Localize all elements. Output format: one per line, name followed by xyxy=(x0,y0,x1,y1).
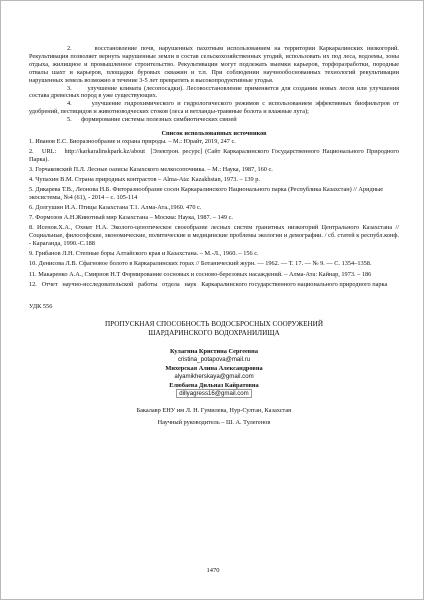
reference-item: 7. Формозов А.Н.Животный мир Казахстана – Москва: Наука, 1987. – 149 с. xyxy=(29,214,233,222)
supervisor: Научный руководитель – Ш. А. Тулегенов xyxy=(157,418,271,426)
author-email: cristina_potapova@mail.ru xyxy=(177,356,251,364)
references-title: Список использованных источников xyxy=(161,130,267,138)
udk-code: УДК 556 xyxy=(29,302,53,310)
author-email: dillyagress16@gmail.com xyxy=(176,389,252,398)
author-name: Михерская Алина Александровна xyxy=(165,365,263,373)
reference-item: 2. URL: http://karkaralinskpark.kz/about [Электрон. ресурс] (Сайт Каркаралинского Государственного Национального Природного Парка). xyxy=(29,148,399,163)
article-title-line: ПРОПУСКНАЯ СПОСОБНОСТЬ ВОДОСБРОСНЫХ СООРУЖЕНИЙ xyxy=(104,320,324,329)
reference-item: 8. Исенов.Х.А., Охмат Н.А. Эколого-ценотическое своеобразие лесных систем гранитных низкогорий Центрального Казахстана // Социальные, философские, экономические, политические и медицинские проблемы экологии и демографии. / сб. статей к республ.конф. - Караганда, 1990.-С.188 xyxy=(29,224,399,248)
author-email-boxed xyxy=(29,390,399,398)
author-name: Кулагина Кристина Сергеевна xyxy=(170,348,258,356)
body-paragraph-5: 5. формирование системы полезных симбиотических связей xyxy=(67,116,237,124)
body-paragraph-4: 4. улучшение гидрохимического и гидрологического режимов с использованием эффективных биофильтров от удобрений, пестицидов и животноводческих стоков (леса и ветланды-травяные болота и влажные луга); xyxy=(29,100,399,116)
reference-item: 1. Иванов Е.С. Биоразнообразие и охрана природы. – М.: Юрайт, 2019, 247 с. xyxy=(29,137,236,145)
reference-item: 9. Грибанов Л.Н. Степные боры Алтайского края и Казахстана. – М.-Л., 1960. – 156 с. xyxy=(29,250,259,258)
page-content xyxy=(29,45,399,427)
affiliation: Бакалавр ЕНУ им Л. Н. Гумилева, Нур-Султан, Казахстан xyxy=(136,406,292,414)
reference-item: 11. Макаренко А.А., Смирнов Н.Т Формирование сосновых и сосново-березовых насаждений. – Алма-Ата: Кайнар, 1973. – 186 xyxy=(29,270,372,278)
page-number: 1470 xyxy=(206,567,220,574)
body-paragraph-2: 2. восстановление почв, нарушенных пахотным использованием на территории Каркаралинских низкогорий. Рекультивация позволяет вернуть нарушенные земли в состав сельскохозяйственных угодий, использовать их под леса, водоемы, зоны отдыха, жилищное и промышленное строительство. Рекультивации могут подлежать выемки карьеров, торфоразработки, породные отвалы шахт и карьеров, площадки буровых скважин и т.п. При соблюдении научнообоснованных технологий рекультивации нарушенных земель возможно в течение 3-5 лет превратить в высокопродуктивные угодья. xyxy=(29,45,399,84)
reference-item: 3. Горчаковский П.Л. Лесные оазисы Казахского мелкосопочника. – М.: Наука, 1987, 160 с. xyxy=(29,166,273,174)
reference-item: 12. Отчет научно-исследовательской работы отдела наук Каркаралинского государственного национального природного парка xyxy=(29,280,388,288)
references-list xyxy=(29,138,399,289)
reference-item: 10. Денисова Л.В. Сфагновое болото в Каркаралинских горах // Ботанический журн. — 1962. — Т. 17. — № 9. — С. 1354–1358. xyxy=(29,260,372,268)
reference-item: 6. Долгушин И.А. Птицы Казахстана Т.1. Алма-Ата.,1960. 470 с. xyxy=(29,204,202,212)
body-paragraph-3: 3. улучшение климата (лесопосадки). Лесовосстановление применяется для создания новых лесов или улучшения состава древесных пород в уже существующих. xyxy=(29,84,399,100)
reference-item: 4. Чупахин В.М. Страна природных контрастов – Alma-Ata: Kazakhstan, 1973. – 139 р. xyxy=(29,176,260,184)
author-email: alyamikherskaya@gmail.com xyxy=(174,373,254,381)
reference-item: 5. Дикарева Т.В., Леонова Н.Б. Фиторазнообразие сосен Каркаралинского Национального парка (Республика Казахстан) // Аридные экосистемы, №4 (61), - 2014 – с. 105-114 xyxy=(29,186,384,202)
article-title xyxy=(29,320,399,338)
article-title-line: ШАРДАРИНСКОГО ВОДОХРАНИЛИЩА xyxy=(148,329,280,338)
author-name: Елюбаева Дильназ Кайратовна xyxy=(169,382,259,390)
